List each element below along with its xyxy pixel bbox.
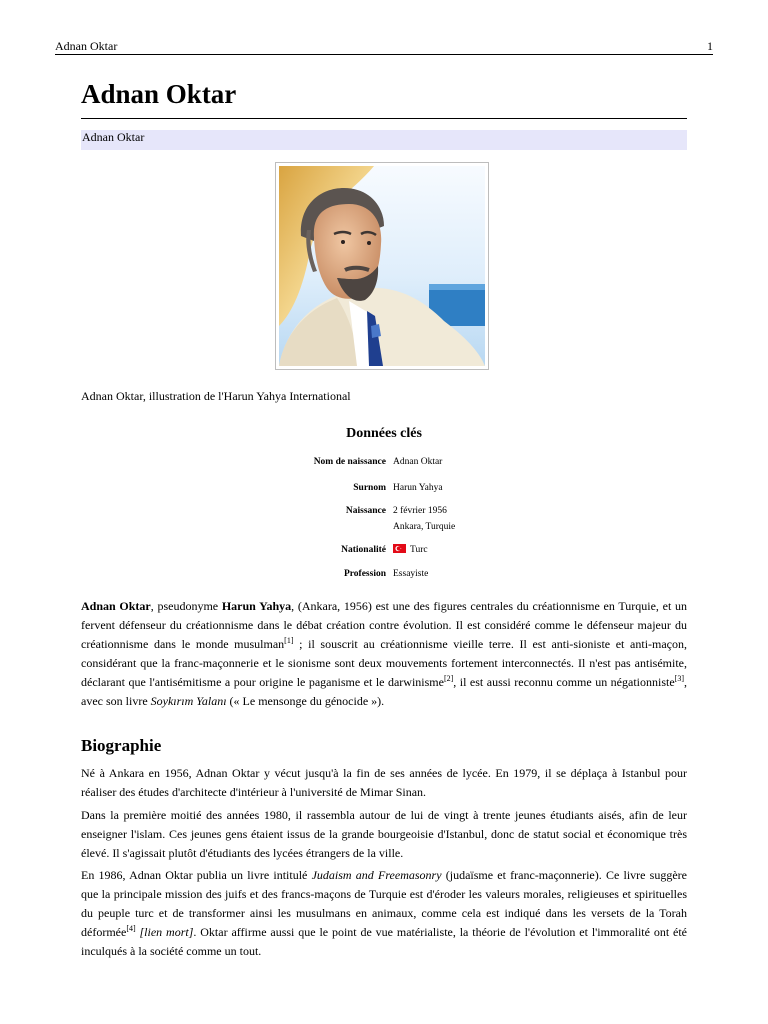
intro-text: ; il souscrit au créationnisme vieille terre. Il est anti-sioniste et anti-maçon, considérant que la franc-maçonnerie et le sionisme sont deux mouvements fortement interconnectés. Il n'est pas antisémite, déclarant que l'antisémitisme a pour origine le paganisme et le darwinisme (81, 637, 688, 689)
infobox-header (81, 130, 687, 150)
key-label: Nom de naissance (313, 457, 386, 467)
birth-place: Ankara, Turquie (393, 522, 456, 532)
biography-paragraph-1: Né à Ankara en 1956, Adnan Oktar y vécut jusqu'à la fin de ses années de lycée. En 1979, il se déplaça à Istanbul pour réaliser des études d'architecte d'intérieur à l'université de Mimar Sinan. (81, 766, 687, 799)
key-label: Surnom (353, 483, 386, 493)
key-value-multiline (393, 505, 543, 533)
key-label: Naissance (345, 506, 386, 516)
subject-name: Adnan Oktar (81, 599, 151, 613)
book-title: Judaism and Freemasonry (311, 868, 442, 882)
intro-text: (« Le mensonge du génocide »). (226, 694, 385, 708)
dead-link-note[interactable]: [lien mort] (139, 925, 194, 939)
key-value: Harun Yahya (393, 483, 443, 493)
intro-text: , il est aussi reconnu comme un négationniste (453, 675, 675, 689)
portrait-image (275, 162, 489, 370)
running-header-title: Adnan Oktar (55, 39, 118, 53)
key-value: Essayiste (393, 569, 429, 579)
reference-link[interactable]: [4] (126, 924, 136, 933)
turkey-flag-icon (393, 544, 406, 553)
intro-text: , pseudonyme (150, 599, 222, 613)
infobox-header-label: Adnan Oktar (82, 130, 145, 144)
pseudonym: Harun Yahya (221, 599, 292, 613)
image-caption: Adnan Oktar, illustration de l'Harun Yahya International (81, 389, 351, 403)
article-title: Adnan Oktar (81, 79, 237, 109)
page-number: 1 (707, 39, 713, 53)
nationality-value: Turc (410, 545, 428, 555)
section-heading-biography: Biographie (81, 736, 162, 755)
portrait-illustration (279, 166, 485, 366)
book-title: Soykırım Yalanı (150, 694, 227, 708)
reference-link[interactable]: [3] (674, 674, 684, 683)
key-label: Profession (343, 569, 386, 579)
intro-text: , (Ankara, 1956) est une des figures centrales du créationnisme en Turquie, et un fervent défenseur du créationnisme dans le débat création contre évolution. Il est considéré comme le défenseur majeur du créationnisme dans le monde musulman (81, 599, 687, 651)
biography-paragraph-3 (81, 866, 687, 961)
key-label: Nationalité (341, 545, 386, 555)
key-data-title: Données clés (346, 426, 422, 441)
key-value: Adnan Oktar (393, 457, 443, 467)
running-header (55, 38, 713, 55)
reference-link[interactable]: [1] (284, 636, 294, 645)
paragraph-text: En 1986, Adnan Oktar publia un livre intitulé (81, 868, 312, 882)
paragraph-text: (judaïsme et franc-maçonnerie). Ce livre suggère que la principale mission des juifs et des francs-maçons de Turquie est d'éroder les valeurs morales, religieuses et spirituelles du peuple turc et de transformer ainsi les musulmans en animaux, comme cela est indiqué dans les versets de la Torah déformée (81, 868, 687, 939)
intro-paragraph (81, 597, 687, 711)
intro-text: , avec son livre (81, 675, 687, 708)
reference-link[interactable]: [2] (443, 674, 454, 683)
paragraph-text: . Oktar affirme aussi que le point de vue matérialiste, la théorie de l'évolution et l'immoralité ont été inculqués à la société comme un tout. (81, 925, 688, 958)
key-value (393, 544, 543, 556)
birth-date: 2 février 1956 (393, 506, 447, 516)
title-divider (81, 118, 687, 119)
biography-paragraph-2: Dans la première moitié des années 1980, il rassembla autour de lui de vingt à trente jeunes étudiants aisés, afin de leur enseigner l'islam. Ces jeunes gens étaient issus de la grande bourgeoisie d'Istanbul, donc de statut social et économique très élevé. Il s'agissait plutôt d'étudiants des lycées étrangers de la ville. (81, 808, 687, 860)
